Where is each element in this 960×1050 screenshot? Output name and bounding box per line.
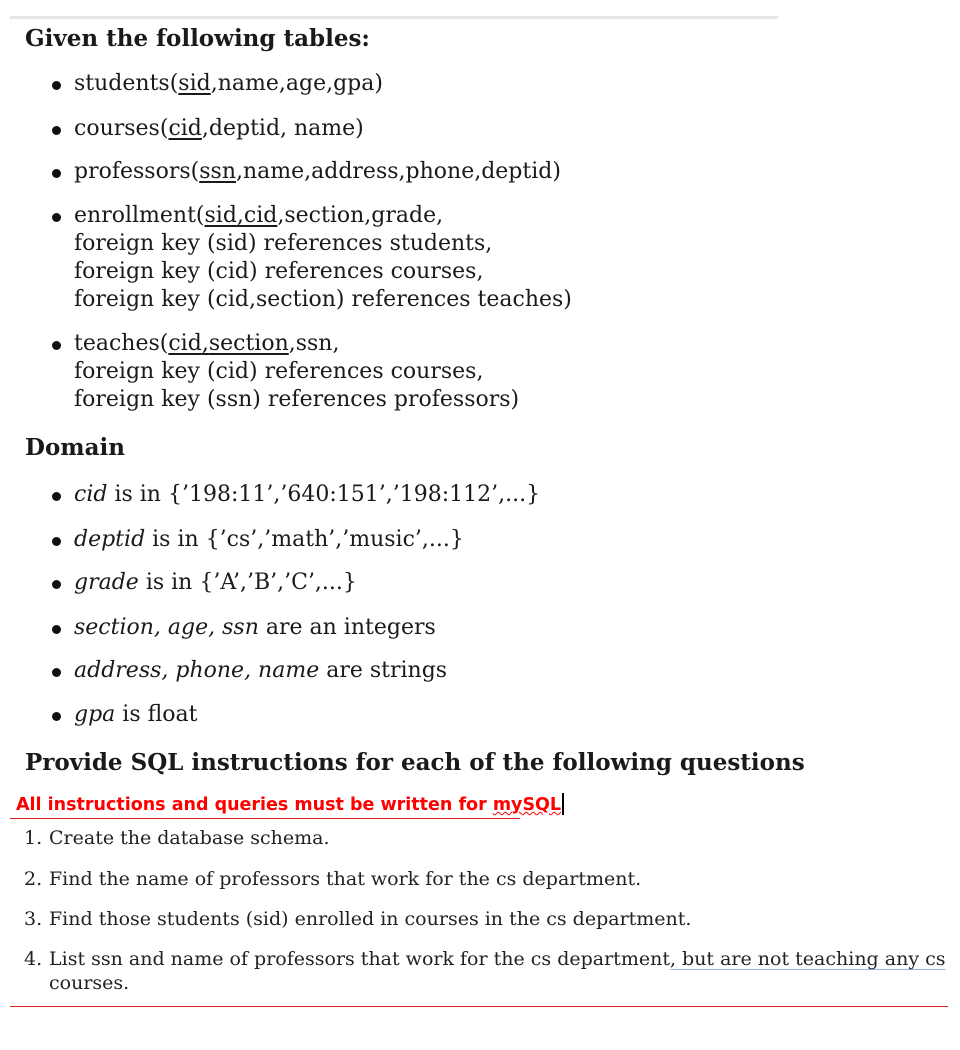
foreign-key-line: foreign key (sid) references students, xyxy=(74,231,493,256)
primary-key: sid xyxy=(178,71,211,96)
heading-given-tables: Given the following tables: xyxy=(25,25,370,52)
bullet-icon xyxy=(52,169,61,178)
primary-key: cid xyxy=(168,331,202,356)
bullet-icon xyxy=(52,625,61,634)
foreign-key-line: foreign key (cid,section) references teaches) xyxy=(74,287,572,312)
primary-key: cid xyxy=(168,116,202,141)
bullet-icon xyxy=(52,341,61,350)
bullet-icon xyxy=(52,126,61,135)
grammar-suggestion: , but are not teaching any cs xyxy=(669,948,946,970)
text-cursor xyxy=(562,793,564,815)
bullet-icon xyxy=(52,81,61,90)
heading-domain: Domain xyxy=(25,434,125,461)
bullet-icon xyxy=(52,668,61,677)
bullet-icon xyxy=(52,213,61,222)
red-rule xyxy=(10,818,520,819)
primary-key: sid xyxy=(204,203,237,228)
primary-key: section xyxy=(208,331,289,356)
bullet-icon xyxy=(52,712,61,721)
foreign-key-line: foreign key (ssn) references professors) xyxy=(74,387,520,412)
foreign-key-line: foreign key (cid) references courses, xyxy=(74,359,484,384)
bullet-icon xyxy=(52,580,61,589)
heading-sql-instructions: Provide SQL instructions for each of the following questions xyxy=(25,749,805,776)
bottom-red-rule xyxy=(10,1006,948,1007)
primary-key: cid xyxy=(243,203,278,228)
foreign-key-line: foreign key (cid) references courses, xyxy=(74,259,484,284)
top-border xyxy=(10,16,778,19)
spellcheck-word: mySQL xyxy=(492,795,562,815)
primary-key: ssn xyxy=(199,159,236,184)
bullet-icon xyxy=(52,492,61,501)
bullet-icon xyxy=(52,537,61,546)
mysql-note[interactable]: All instructions and queries must be written for mySQL xyxy=(16,793,564,815)
